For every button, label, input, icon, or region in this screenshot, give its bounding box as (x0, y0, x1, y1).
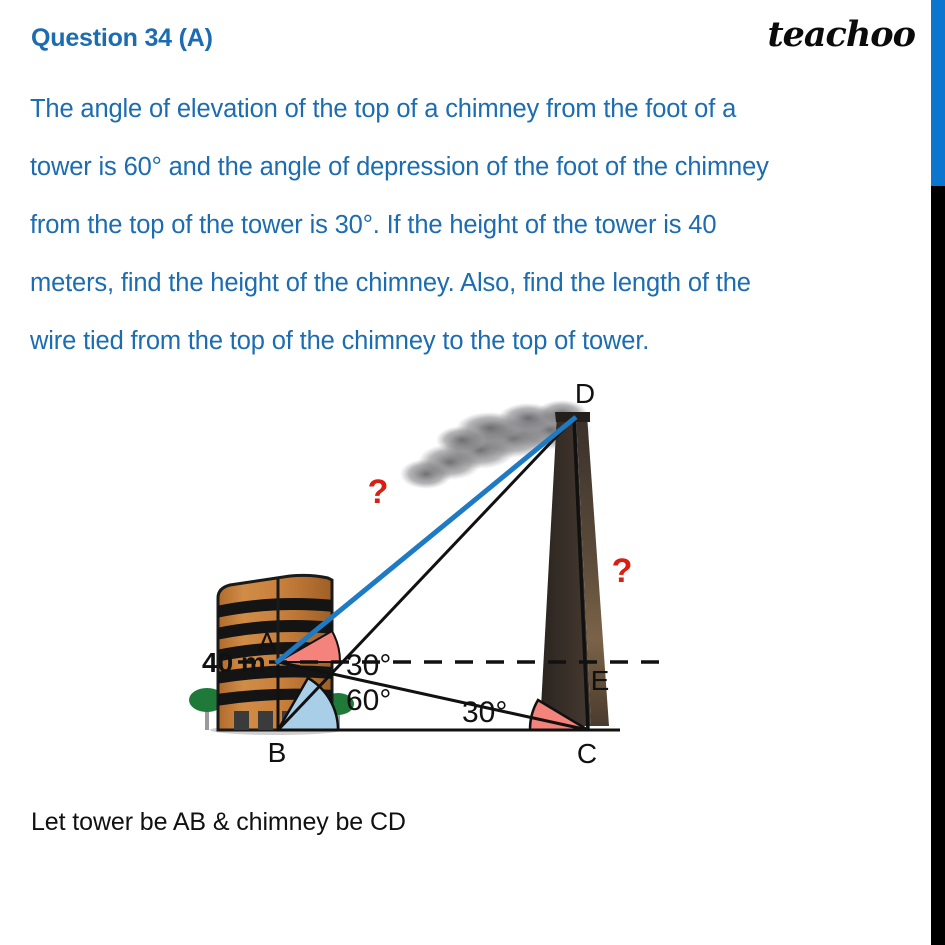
vertex-label-b: B (267, 737, 287, 768)
geometry-figure (150, 370, 710, 780)
page-title: Question 34 (A) (31, 24, 213, 52)
angle-label-c: 30° (462, 696, 508, 729)
question-line-3: from the top of the tower is 30°. If the height of the tower is 40 (30, 211, 717, 239)
angle-label-a: 30° (346, 649, 392, 682)
question-line-5: wire tied from the top of the chimney to the top of tower. (30, 327, 650, 355)
tower-height-label: 40 m (202, 647, 266, 678)
vertex-label-d: D (574, 378, 596, 409)
solution-note: Let tower be AB & chimney be CD (31, 808, 406, 836)
vertex-label-c: C (576, 738, 598, 769)
question-line-1: The angle of elevation of the top of a chimney from the foot of a (30, 95, 737, 123)
vertex-label-e: E (590, 665, 610, 696)
angle-label-b: 60° (346, 684, 392, 717)
right-edge-blue-bar (931, 0, 945, 186)
teachoo-logo: teachoo (767, 14, 915, 55)
question-line-2: tower is 60° and the angle of depression of the foot of the chimney (30, 153, 769, 181)
right-edge-black-bar (931, 186, 945, 945)
chimney-unknown-label: ? (611, 552, 633, 590)
vertex-label-a: A (257, 627, 277, 658)
question-line-4: meters, find the height of the chimney. Also, find the length of the (30, 269, 751, 297)
question-text (30, 80, 915, 370)
figure-svg (150, 370, 710, 780)
wire-unknown-label: ? (367, 473, 389, 511)
